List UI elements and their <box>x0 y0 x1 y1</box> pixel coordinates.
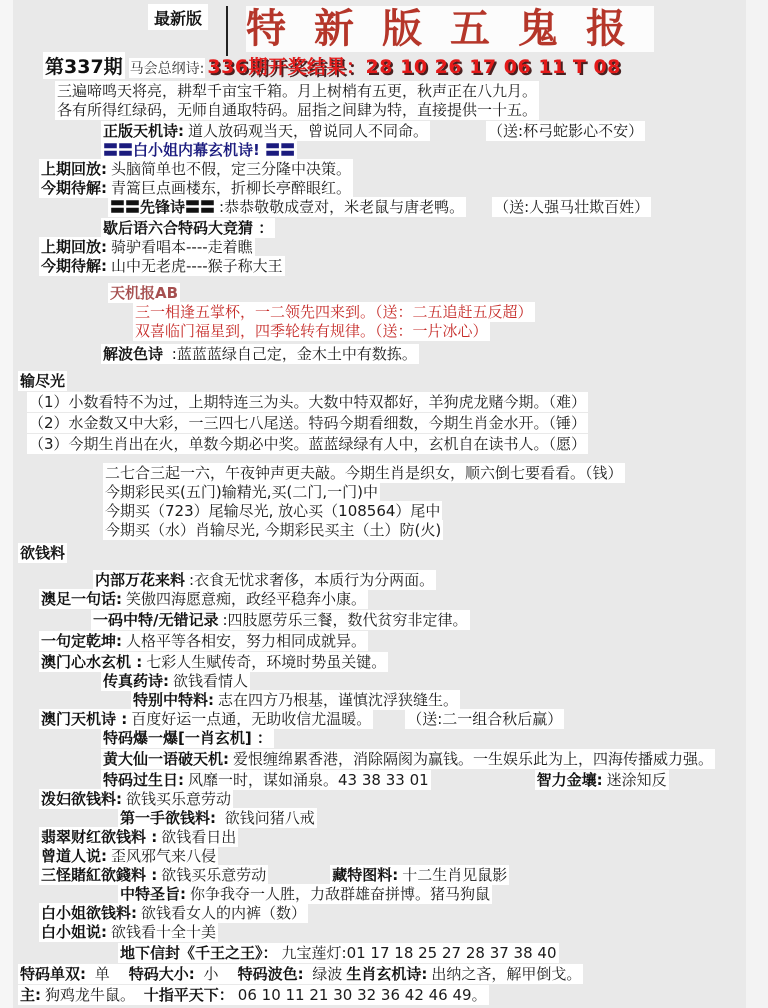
text-line <box>13 750 746 769</box>
text-segment: 澳门天机诗 : <box>41 710 128 728</box>
text-segment: 狗鸡龙牛鼠。 <box>45 986 140 1004</box>
text-line <box>13 965 746 984</box>
text-segment: 黄大仙一语破天机: <box>103 750 229 768</box>
paper-title: 特新版五鬼报 <box>246 6 655 51</box>
text-segment: 骑驴看唱本----走着瞧 <box>111 238 253 256</box>
text-line <box>13 345 746 364</box>
text-segment: 〓〓先锋诗〓〓 <box>110 198 216 216</box>
previous-draw-result: 336期开奖结果：28 10 26 17 06 11 T 08 <box>207 56 621 78</box>
segment-spacer <box>373 722 405 724</box>
text-segment: 风靡一时，谋如涌泉。43 38 33 01 <box>188 771 429 789</box>
text-line <box>13 435 746 454</box>
text-line <box>13 771 746 790</box>
text-segment: 澳门心水玄机 : <box>41 653 143 671</box>
text-segment: 九宝莲灯:01 17 18 25 27 28 37 38 40 <box>281 944 557 962</box>
text-segment: 特码过生日: <box>103 771 184 789</box>
text-segment: 欲钱看日出 <box>161 828 237 846</box>
segment-spacer <box>431 783 535 785</box>
text-line <box>13 303 746 322</box>
text-segment: 上期回放: <box>41 238 107 256</box>
text-segment: :四肢愿劳乐三餐，数代贫穷非定律。 <box>222 611 468 629</box>
text-segment: 七彩人生赋传奇，环境时势虽关键。 <box>146 653 387 671</box>
text-segment: :恭恭敬敬成壹对，米老鼠与唐老鸭。 <box>219 198 465 216</box>
text-segment: 道人放码观当天，曾说同人不同命。 <box>188 122 429 140</box>
text-segment: 特别中特料: <box>133 691 214 709</box>
text-segment: 你争我夺一人胜，力敌群雄奋拼博。猪马狗鼠 <box>190 885 491 903</box>
text-segment: （送:二一组合秋后赢） <box>407 710 563 728</box>
text-segment: 中特圣旨: <box>120 885 186 903</box>
text-segment: 笑傲四海愿意痴，政经平稳奔小康。 <box>126 590 367 608</box>
text-line <box>13 101 746 120</box>
text-segment: 翡翠财红欲钱料 : <box>41 828 158 846</box>
text-line <box>13 923 746 942</box>
text-line <box>13 904 746 923</box>
text-segment: （3）今期生肖出在火，单数今期必中奖。蓝蓝绿绿有人中，玄机自在读书人。（愿） <box>29 435 587 453</box>
text-segment: 06 10 11 21 30 32 36 42 46 49。 <box>237 986 487 1004</box>
text-segment: 小 <box>198 965 234 983</box>
text-segment: 藏特图料: <box>332 866 399 884</box>
text-segment: 上期回放: <box>41 160 107 178</box>
text-line <box>13 160 746 179</box>
text-line <box>13 672 746 691</box>
text-line <box>13 866 746 885</box>
text-segment: 白小姐说: <box>41 923 107 941</box>
text-line <box>13 414 746 433</box>
text-segment: 〓〓白小姐内幕玄机诗! 〓〓 <box>103 141 296 159</box>
text-line <box>13 885 746 904</box>
text-segment: 传真药诗: <box>103 672 169 690</box>
text-segment: 三怪賭紅欲錢料 : <box>41 866 158 884</box>
text-segment: 主: <box>20 986 41 1004</box>
text-segment: 头脑简单也不假，定三分隆中决策。 <box>111 160 352 178</box>
text-segment: 曾道人说: <box>41 847 107 865</box>
text-line <box>13 257 746 276</box>
text-line <box>13 729 746 748</box>
text-segment: 十二生肖见鼠影 <box>402 866 508 884</box>
edition-label: 最新版 <box>148 4 208 30</box>
header <box>13 0 746 78</box>
text-segment: 一码中特/无错记录 <box>93 611 219 629</box>
text-line <box>13 521 746 540</box>
text-line <box>13 464 746 483</box>
text-segment: 今期待解: <box>41 257 107 275</box>
text-line <box>13 198 746 217</box>
text-segment: 澳足一句话: <box>41 590 122 608</box>
text-line <box>13 611 746 630</box>
text-segment: 正版天机诗: <box>103 122 184 140</box>
text-segment: 二七合三起一六，午夜钟声更夫敲。今期生肖是织女，顺六倒七要看看。（钱） <box>105 464 623 482</box>
text-segment: 特码爆一爆[一肖玄机] ： <box>103 729 272 747</box>
text-segment: （送:杯弓蛇影心不安） <box>488 122 644 140</box>
text-segment: 欲钱买乐意劳动 <box>126 790 232 808</box>
text-line <box>13 790 746 809</box>
text-line <box>13 141 746 160</box>
text-segment: 今期彩民买(五门)输精光,买(二门,一门)中 <box>105 483 378 501</box>
text-segment: 第一手欲钱料: <box>120 809 216 827</box>
text-segment: 出纳之吝，解甲倒戈。 <box>431 965 582 983</box>
text-segment: 迷涂知反 <box>606 771 667 789</box>
text-line <box>13 284 746 303</box>
text-line <box>13 483 746 502</box>
text-line <box>13 179 746 198</box>
text-segment: 地下信封《千王之王》： <box>120 944 278 962</box>
text-segment: 歪风邪气来八侵 <box>111 847 217 865</box>
text-segment: 人格平等各相安，努力相同成就异。 <box>126 632 367 650</box>
text-segment: 山中无老虎----猴子称大王 <box>111 257 283 275</box>
text-line <box>13 944 746 963</box>
segment-spacer <box>466 210 492 212</box>
text-segment: 各有所得红绿码，无师自通取特码。屈指之间肆为特，直接提供一十五。 <box>57 101 538 119</box>
text-segment: 双喜临门福星到，四季轮转有规律。（送：一片冰心） <box>135 322 488 340</box>
text-segment: 今期待解: <box>41 179 107 197</box>
text-line <box>13 828 746 847</box>
issue-row <box>43 52 621 79</box>
text-line <box>13 322 746 341</box>
text-segment: 欲钱买乐意劳动 <box>161 866 267 884</box>
text-segment: 今期买（723）尾输尽光, 放心买（108564）尾中 <box>105 502 441 520</box>
text-segment: 单 <box>90 965 125 983</box>
text-segment: 泼妇欲钱料: <box>41 790 122 808</box>
text-segment: 输尽光 <box>20 372 66 390</box>
text-segment: :衣食无忧求奢侈，本质行为分两面。 <box>189 571 435 589</box>
text-line <box>13 710 746 729</box>
text-line <box>13 691 746 710</box>
text-segment: 十指平天下： <box>143 986 234 1004</box>
text-segment: 百度好运一点通，无助收信尤温暖。 <box>131 710 372 728</box>
title-divider-line <box>226 6 228 56</box>
text-segment: 志在四方乃根基，谨慎沈浮狭缝生。 <box>218 691 459 709</box>
text-line <box>13 122 746 141</box>
text-line <box>13 544 746 563</box>
text-segment: 欲钱看十全十美 <box>111 923 217 941</box>
text-segment: 特码大小: <box>128 965 195 983</box>
text-line <box>13 632 746 651</box>
right-margin-strip <box>746 0 768 1008</box>
text-segment: 天机报AB <box>110 284 179 302</box>
guide-poem-label: 马会总纲诗: <box>129 58 206 78</box>
text-segment: 三一相逢五掌杯，一二领先四来到。（送：二五追赶五反超） <box>135 303 533 321</box>
text-line <box>13 986 746 1005</box>
text-segment: （2）水金数又中大彩，一三四七八尾送。特码今期看细数，今期生肖金水开。（锤） <box>29 414 587 432</box>
segment-spacer <box>430 134 486 136</box>
text-segment: 一句定乾坤: <box>41 632 122 650</box>
lottery-tip-sheet <box>13 0 746 1008</box>
text-segment: 智力金壤: <box>536 771 603 789</box>
text-segment: 白小姐欲钱料: <box>41 904 137 922</box>
left-margin-strip <box>0 0 13 1008</box>
text-segment: 今期买（水）肖输尽光, 今期彩民买主（土）防(火) <box>105 521 442 539</box>
text-segment: 爱恨缠绵累香港，消除隔阂为赢钱。一生娱乐此为上，四海传播威力强。 <box>233 750 714 768</box>
text-line <box>13 393 746 412</box>
text-line <box>13 847 746 866</box>
text-line <box>13 238 746 257</box>
text-segment: :蓝蓝蓝绿自己定，金木土中有数拣。 <box>167 345 417 363</box>
text-segment: 欲钱看情人 <box>173 672 249 690</box>
text-segment: 欲钱问猪八戒 <box>220 809 315 827</box>
text-segment: 内部万花来料 <box>95 571 186 589</box>
text-line <box>13 82 746 101</box>
text-segment: 绿波 <box>307 965 343 983</box>
text-line <box>13 372 746 391</box>
text-segment: 生肖玄机诗: <box>346 965 428 983</box>
text-segment: 特码单双: <box>20 965 86 983</box>
content-lines <box>13 82 746 1005</box>
text-segment: 三遍啼鸣天将亮，耕犁千亩宝千箱。月上树梢有五更，秋声正在八九月。 <box>57 82 538 100</box>
text-line <box>13 571 746 590</box>
text-line <box>13 502 746 521</box>
text-segment: 欲钱看女人的内裤（数） <box>141 904 307 922</box>
text-line <box>13 219 746 238</box>
text-segment: 歇后语六合特码大竞猜 ： <box>103 219 274 237</box>
text-segment: 特码波色: <box>237 965 304 983</box>
text-segment: 解波色诗 <box>103 345 164 363</box>
text-segment: 欲钱料 <box>20 544 66 562</box>
text-segment: （1）小数看特不为过，上期特连三为头。大数中特双都好，羊狗虎龙赌今期。（难） <box>29 393 587 411</box>
text-line <box>13 809 746 828</box>
segment-spacer <box>268 878 330 880</box>
text-line <box>13 590 746 609</box>
masthead <box>13 0 746 56</box>
issue-number: 第337期 <box>43 52 125 79</box>
text-segment: （送:人强马壮欺百姓） <box>494 198 650 216</box>
text-line <box>13 653 746 672</box>
text-segment: 青篙巨点画楼东，折柳长亭醉眼红。 <box>111 179 352 197</box>
